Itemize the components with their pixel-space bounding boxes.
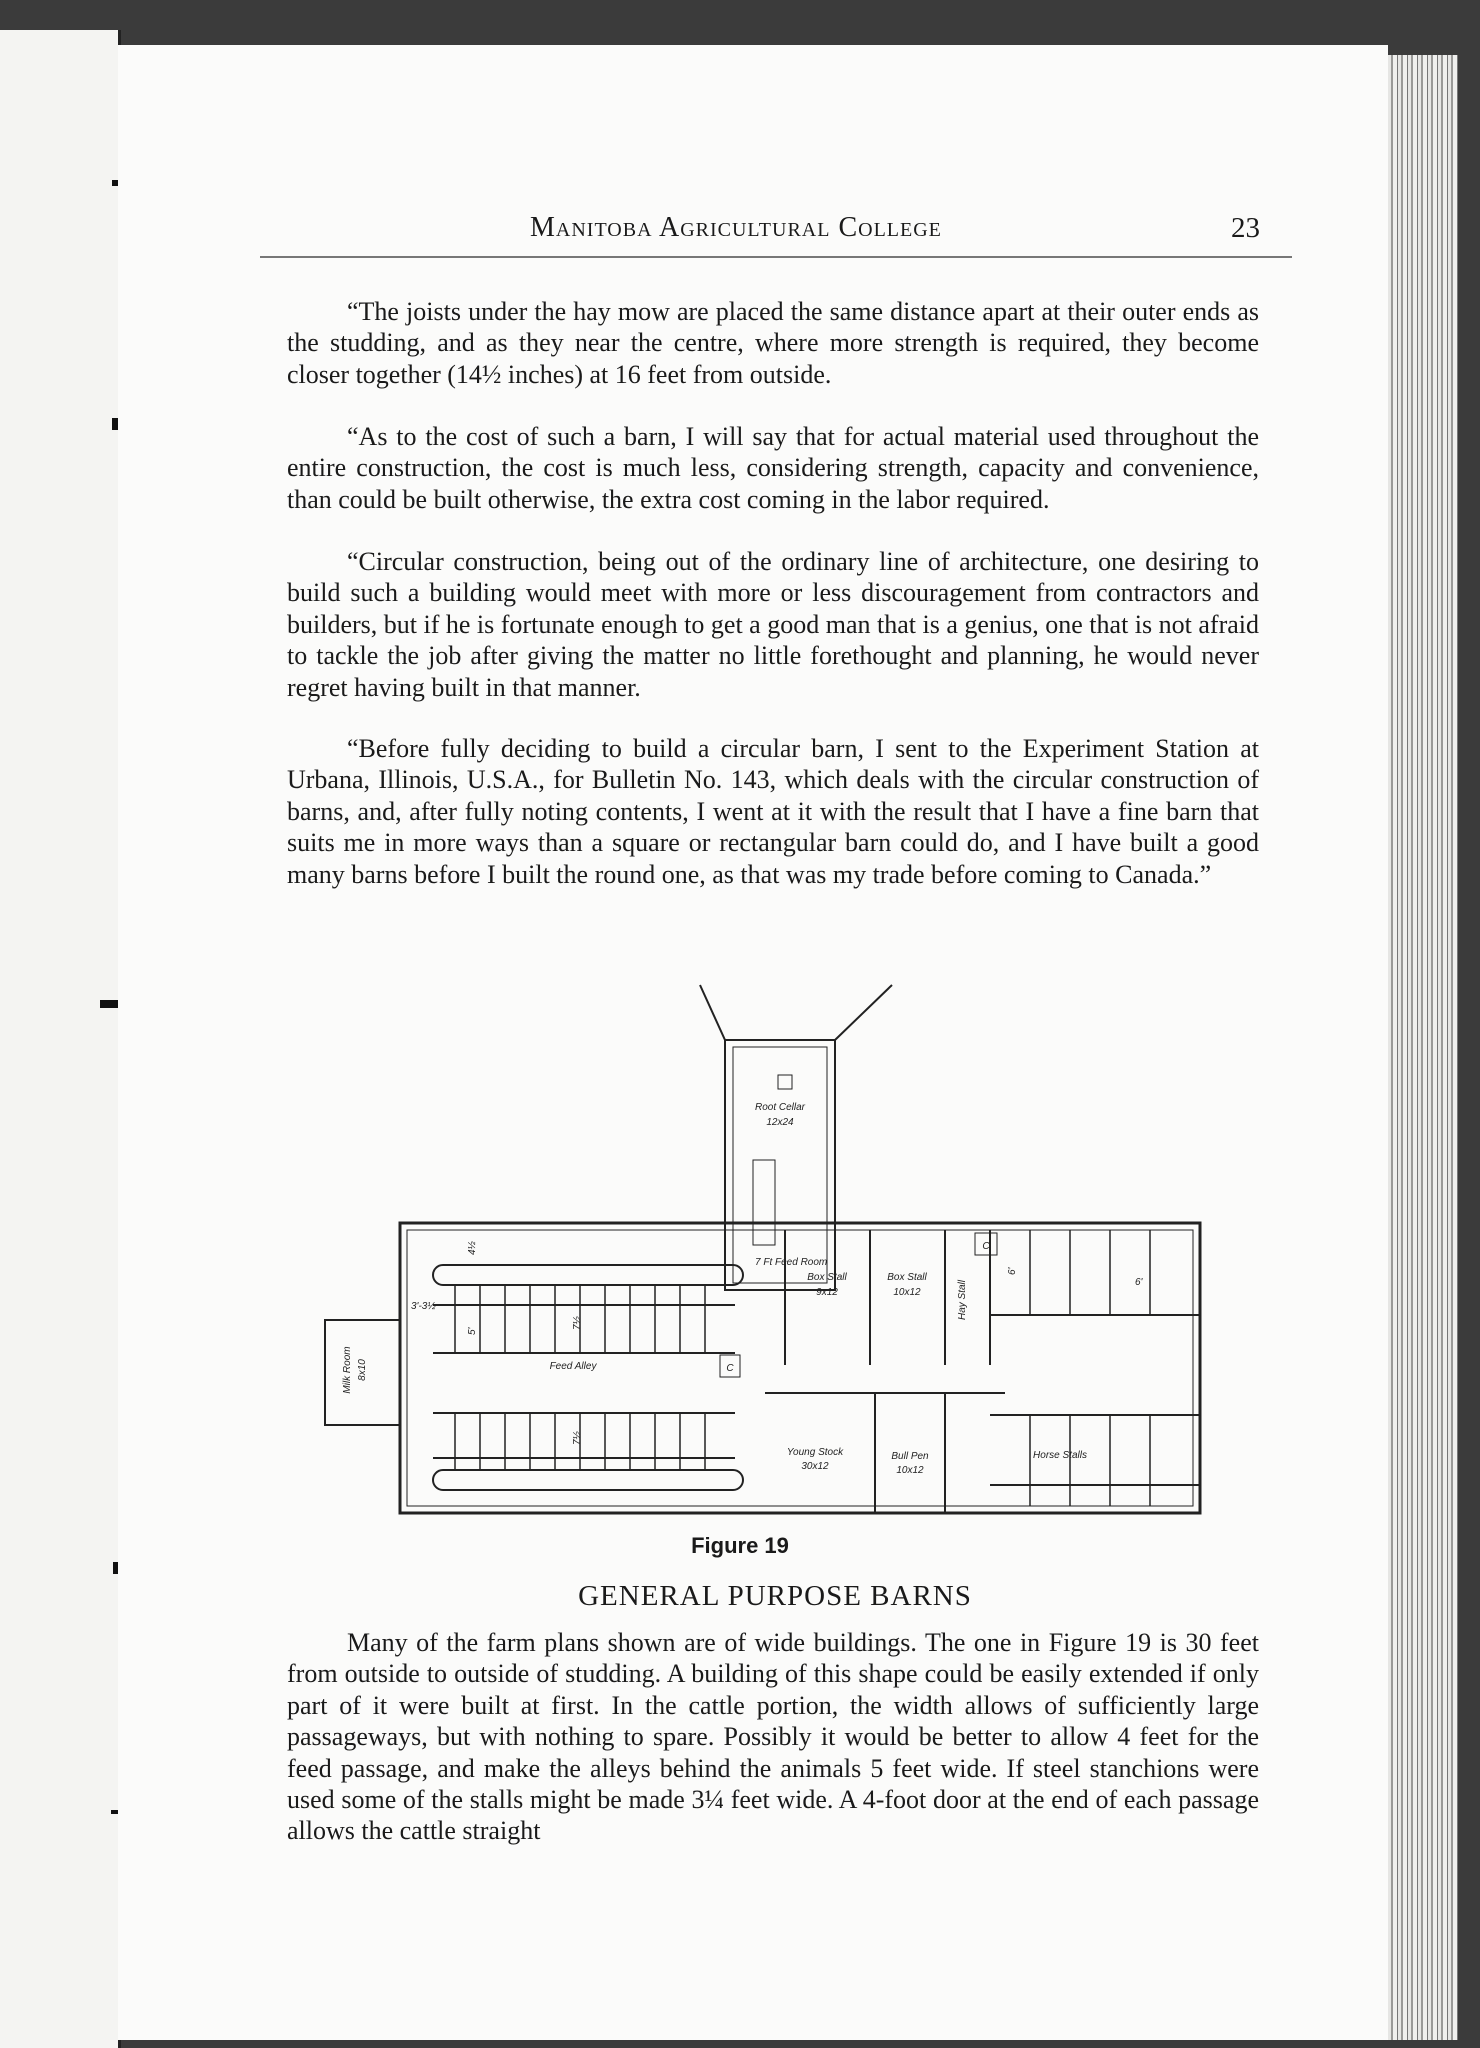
paragraph: Many of the farm plans shown are of wide buildings. The one in Figure 19 is 30 feet from outside to outside of studding. A building of this shape could be easily extended if only part of it were built at first. In the cattle portion, the width allows of sufficiently large passageways, but with nothing to spare. Possibly it would be better to allow 4 feet for the feed passage, and make the alleys behind the animals 5 feet wide. If steel stanchions were used some of the stalls might be made 3¼ feet wide. A 4-foot door at the end of each passage allows the cattle straight xyxy=(287,1628,1259,1846)
label-dim: 6' xyxy=(1007,1267,1018,1275)
label-c: C xyxy=(982,1241,990,1252)
label-feed-alley: Feed Alley xyxy=(549,1361,597,1372)
binding-mark xyxy=(100,1000,120,1008)
label-dim: 7½ xyxy=(572,1431,583,1445)
page-number: 23 xyxy=(1231,212,1260,244)
label-box-stall-1: Box Stall xyxy=(807,1272,847,1283)
root-cellar-inner-wall xyxy=(733,1047,827,1283)
label-dim: 3'-3½ xyxy=(411,1301,436,1312)
header-rule xyxy=(260,256,1292,258)
cellar-entrance-line xyxy=(835,985,892,1040)
page-stack-edges xyxy=(1388,55,1458,2040)
label-box-stall-1-size: 9x12 xyxy=(816,1287,838,1298)
root-cellar-outline xyxy=(725,1040,835,1290)
label-root-cellar-size: 12x24 xyxy=(766,1117,794,1128)
section-title: GENERAL PURPOSE BARNS xyxy=(578,1580,972,1612)
label-young-stock: Young Stock xyxy=(786,1447,844,1458)
paragraph: “The joists under the hay mow are placed the same distance apart at their outer ends as the studding, and as they near the centre, where more strength is required, they become closer together (14½ inches) at 16 feet from outside. xyxy=(287,297,1259,389)
label-box-stall-2: Box Stall xyxy=(887,1272,927,1283)
label-horse-stalls: Horse Stalls xyxy=(1033,1450,1087,1461)
manger-top xyxy=(433,1265,743,1285)
figure-caption: Figure 19 xyxy=(691,1533,789,1558)
label-bull-pen: Bull Pen xyxy=(891,1451,929,1462)
paragraph: “As to the cost of such a barn, I will say that for actual material used throughout the entire construction, the cost is much less, considering strength, capacity and convenience, than could be built otherwise, the extra cost coming in the labor required. xyxy=(287,422,1259,514)
label-dim: 7½ xyxy=(572,1316,583,1330)
label-milk-room: Milk Room xyxy=(342,1346,353,1394)
label-dim: 6' xyxy=(1135,1277,1143,1288)
label-feed-room: 7 Ft Feed Room xyxy=(755,1257,828,1268)
cellar-entrance-line xyxy=(700,985,725,1040)
label-dim: 5' xyxy=(467,1327,478,1335)
label-young-stock-size: 30x12 xyxy=(801,1461,829,1472)
label-box-stall-2-size: 10x12 xyxy=(893,1287,921,1298)
label-milk-room-size: 8x10 xyxy=(357,1359,368,1381)
paragraph: “Before fully deciding to build a circular barn, I sent to the Experiment Station at Urbana, Illinois, U.S.A., for Bulletin No. 143, which deals with the circular construction of barns, and, after fully noting contents, I went at it with the result that I have a fine barn that suits me in more ways than a square or rectangular barn could do, and I have built a good many barns before I built the round one, as that was my trade before coming to Canada.” xyxy=(287,734,1259,889)
label-c: C xyxy=(726,1363,734,1374)
barn-inner-wall xyxy=(407,1230,1193,1506)
label-bull-pen-size: 10x12 xyxy=(896,1465,924,1476)
paragraph: “Circular construction, being out of the ordinary line of architecture, one desiring to build such a building would meet with more or less discouragement from contractors and builders, but if he is fortunate enough to get a good man that is a genius, one that is not afraid to tackle the job after giving the matter no little forethought and planning, he would never regret having built in that manner. xyxy=(287,547,1259,702)
label-root-cellar: Root Cellar xyxy=(754,1102,806,1113)
barn-floor-plan xyxy=(315,975,1215,1520)
left-page-edge xyxy=(0,30,121,2048)
manger-bottom xyxy=(433,1470,743,1490)
header-title: Manitoba Agricultural College xyxy=(530,212,942,243)
running-header xyxy=(260,212,1292,246)
cellar-hatch xyxy=(778,1075,792,1089)
label-dim: 4½ xyxy=(467,1241,478,1255)
cellar-stairs xyxy=(753,1160,775,1245)
label-hay-stall: Hay Stall xyxy=(957,1279,968,1321)
